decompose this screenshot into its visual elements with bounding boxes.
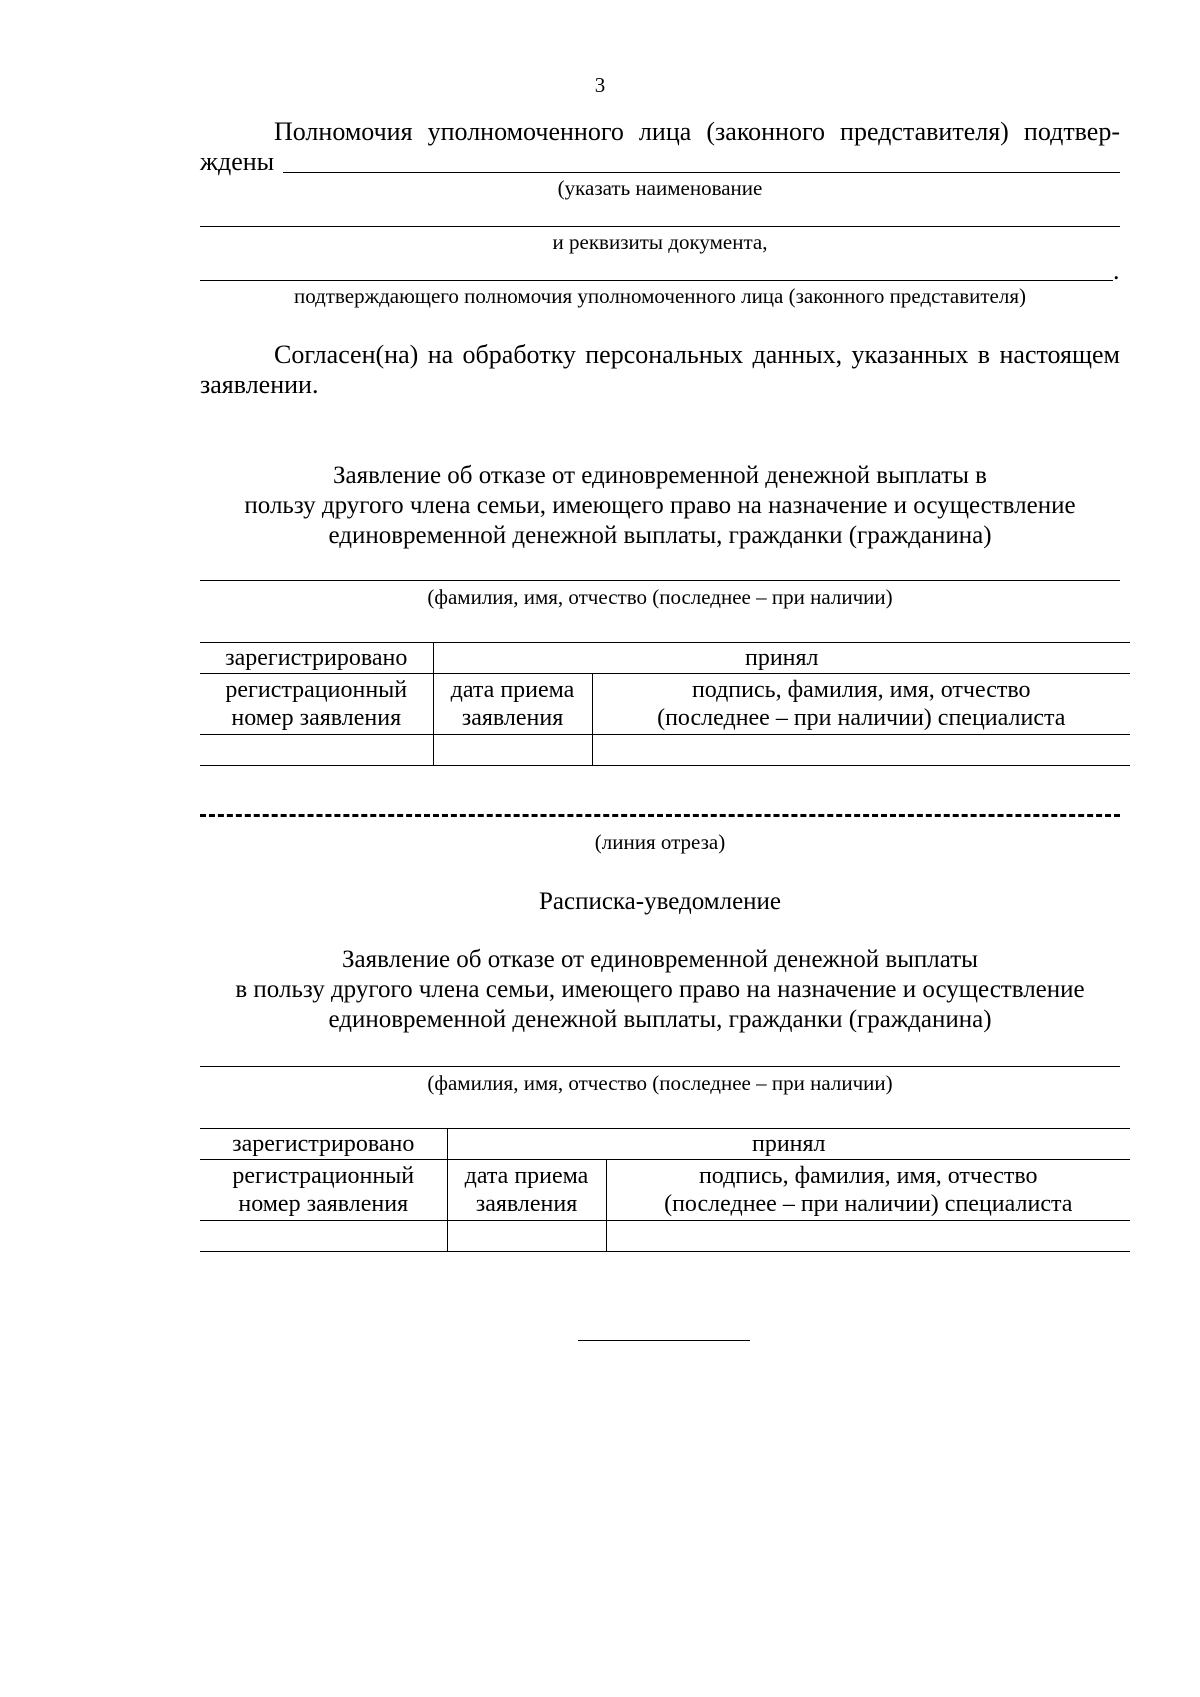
reg-number-header-line-1: регистрационный — [225, 677, 408, 703]
cut-line — [200, 814, 1120, 817]
receipt-title: Расписка-уведомление — [538, 888, 782, 915]
consent-line-1: Согласен(на) на обработку персональных данных, указанных в настоящем — [274, 340, 1120, 369]
statement1-title-line-2: пользу другого члена семьи, имеющего право на назначение и осуществление — [244, 492, 1076, 519]
signature-header — [592, 674, 1130, 735]
statement2-title-line-3: единовременной денежной выплаты, гражданки (гражданина) — [328, 1006, 992, 1033]
authority-fill-line-3 — [200, 280, 1113, 281]
date-header — [447, 1160, 606, 1221]
registered-header: зарегистрировано — [200, 1129, 447, 1160]
authority-line-2-prefix: ждены — [200, 147, 275, 176]
accepted-header: принял — [433, 643, 1130, 674]
authority-fill-line-1 — [283, 172, 1120, 173]
signature-header — [606, 1160, 1130, 1221]
date-cell — [433, 735, 592, 766]
authority-caption-1: (указать наименование — [557, 176, 763, 200]
statement2-title-line-2: в пользу другого члена семьи, имеющего право на назначение и осуществление — [235, 976, 1085, 1003]
statement1-title-line-1: Заявление об отказе от единовременной денежной выплаты в — [333, 462, 987, 489]
signature-cell — [606, 1221, 1130, 1252]
authority-period: . — [1113, 256, 1120, 285]
statement2-name-line — [200, 1066, 1120, 1067]
registration-table-1 — [200, 642, 1130, 766]
signature-header-line-2: (последнее – при наличии) специалиста — [664, 1191, 1073, 1217]
signature-header-line-1: подпись, фамилия, имя, отчество — [698, 1163, 1038, 1189]
statement1-title-line-3: единовременной денежной выплаты, гражданки (гражданина) — [328, 522, 992, 549]
date-header-line-2: заявления — [475, 1191, 578, 1217]
statement2-name-caption: (фамилия, имя, отчество (последнее – при наличии) — [427, 1071, 893, 1095]
registration-table-2 — [200, 1128, 1130, 1252]
date-header-line-1: дата приема — [450, 677, 575, 703]
date-header — [433, 674, 592, 735]
reg-number-header — [200, 674, 433, 735]
page-number: 3 — [594, 73, 606, 97]
cut-line-label: (линия отреза) — [594, 830, 726, 854]
authority-caption-3: подтверждающего полномочия уполномоченного лица (законного представителя) — [293, 284, 1027, 308]
statement2-title-line-1: Заявление об отказе от единовременной денежной выплаты — [342, 946, 978, 973]
reg-number-header-line-2: номер заявления — [231, 705, 402, 731]
reg-number-cell — [200, 1221, 447, 1252]
signature-header-line-1: подпись, фамилия, имя, отчество — [691, 677, 1031, 703]
consent-line-2: заявлении. — [200, 370, 319, 399]
statement1-name-line — [200, 580, 1120, 581]
signature-cell — [592, 735, 1130, 766]
end-of-page-separator — [578, 1340, 750, 1341]
date-header-line-2: заявления — [461, 705, 564, 731]
date-header-line-1: дата приема — [464, 1163, 589, 1189]
signature-header-line-2: (последнее – при наличии) специалиста — [657, 705, 1066, 731]
reg-number-header-line-2: номер заявления — [238, 1191, 409, 1217]
reg-number-header-line-1: регистрационный — [232, 1163, 415, 1189]
authority-fill-line-2 — [200, 226, 1120, 227]
statement1-name-caption: (фамилия, имя, отчество (последнее – при наличии) — [427, 585, 893, 609]
date-cell — [447, 1221, 606, 1252]
accepted-header: принял — [447, 1129, 1130, 1160]
registered-header: зарегистрировано — [200, 643, 433, 674]
authority-line-1: Полномочия уполномоченного лица (законного представителя) подтвер- — [274, 117, 1120, 146]
reg-number-header — [200, 1160, 447, 1221]
reg-number-cell — [200, 735, 433, 766]
authority-caption-2: и реквизиты документа, — [552, 230, 768, 254]
